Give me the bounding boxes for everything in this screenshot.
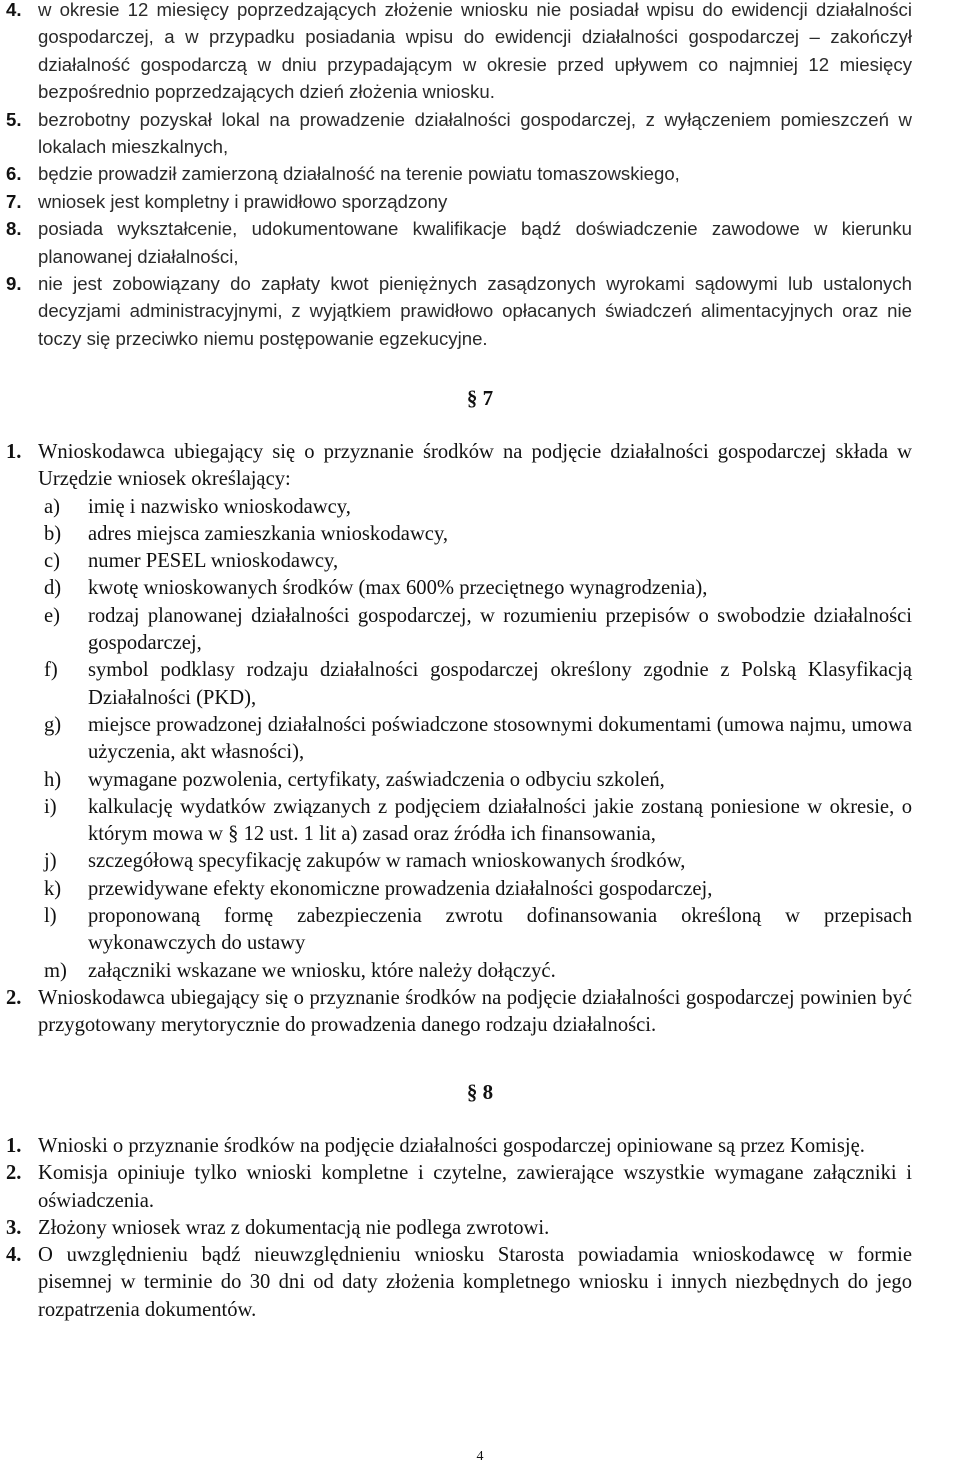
sub-item: [44, 958, 912, 985]
sub-item-letter: k): [44, 877, 62, 900]
item-number: 4.: [6, 0, 22, 20]
section-heading-7: § 7: [466, 386, 494, 410]
sub-item-text: adres miejsca zamieszkania wnioskodawcy,: [88, 522, 449, 545]
sub-item-letter: l): [44, 905, 57, 928]
item-number: 1.: [6, 1135, 22, 1157]
sub-item: [44, 876, 912, 903]
list-item: [6, 0, 912, 106]
sub-item: [44, 712, 912, 767]
item-number: 3.: [6, 1216, 22, 1239]
sub-item: [44, 767, 912, 794]
item-text: Złożony wniosek wraz z dokumentacją nie podlega zwrotowi.: [38, 1216, 550, 1239]
sub-item-text: rodzaj planowanej działalności gospodarczej, w rozumieniu przepisów o swobodzie działalności gospodarczej,: [88, 604, 912, 655]
list-item: [6, 270, 912, 352]
sub-item-text: załączniki wskazane we wniosku, które należy dołączyć.: [88, 959, 556, 982]
sub-item-letter: b): [44, 522, 62, 545]
sub-item: [44, 848, 912, 875]
item-number: 5.: [6, 108, 22, 130]
item-text: Wnioskodawca ubiegający się o przyznanie środków na podjęcie działalności gospodarczej powinien być przygotowany merytorycznie do prowadzenia danego rodzaju działalności.: [38, 986, 912, 1037]
sub-item: [44, 548, 912, 575]
sub-item-letter: i): [44, 795, 57, 818]
sub-item: [44, 521, 912, 548]
item-text: w okresie 12 miesięcy poprzedzających złożenie wniosku nie posiadał wpisu do ewidencji działalności gospodarczej, a w przypadku posiadania wpisu do ewidencji działalności gospodarczej – zakończył działalność gospodarczą w dniu przypadającym w okresie przed upływem co najmniej 12 miesięcy bezpośrednio poprzedzających dzień złożenia wniosku.: [38, 0, 912, 103]
sub-item-letter: d): [44, 577, 62, 600]
sub-item: [44, 575, 912, 602]
section-8-body: [6, 1133, 912, 1324]
item-text: Wnioski o przyznanie środków na podjęcie działalności gospodarczej opiniowane są przez Komisję.: [38, 1135, 865, 1157]
item-number: 2.: [6, 986, 22, 1009]
item-number: 9.: [6, 273, 22, 295]
list-item: [6, 1133, 912, 1160]
conditions-list: [6, 0, 912, 352]
sub-item: [44, 903, 912, 958]
sub-item-letter: e): [44, 604, 60, 627]
list-item: [6, 1242, 912, 1324]
sub-item-text: wymagane pozwolenia, certyfikaty, zaświadczenia o odbyciu szkoleń,: [88, 768, 665, 791]
sub-item: [44, 603, 912, 658]
sub-item-text: kalkulację wydatków związanych z podjęciem działalności jakie zostaną poniesione w okresie, o którym mowa w § 12 ust. 1 lit a) zasad oraz źródła ich finansowania,: [88, 795, 912, 846]
item-text: posiada wykształcenie, udokumentowane kwalifikacje bądź doświadczenie zawodowe w kierunku planowanej działalności,: [38, 218, 912, 267]
list-item: [6, 215, 912, 270]
sub-item-letter: c): [44, 550, 60, 573]
sub-item-letter: f): [44, 659, 58, 682]
item-text: wniosek jest kompletny i prawidłowo sporządzony: [38, 190, 448, 212]
item-text: Komisja opiniuje tylko wnioski kompletne i czytelne, zawierające wszystkie wymagane załączniki i oświadczenia.: [38, 1162, 912, 1212]
list-item: [6, 188, 912, 215]
list-item: [6, 1160, 912, 1215]
item-number: 2.: [6, 1162, 22, 1185]
item-number: 4.: [6, 1244, 22, 1267]
item-number: 1.: [6, 441, 22, 463]
item-text: bezrobotny pozyskał lokal na prowadzenie działalności gospodarczej, z wyłączeniem pomieszczeń w lokalach mieszkalnych,: [38, 108, 912, 158]
sub-item: [44, 657, 912, 712]
sub-item-letter: j): [44, 850, 57, 873]
sub-item-text: szczegółową specyfikację zakupów w ramach wnioskowanych środków,: [88, 850, 686, 873]
sub-item-text: kwotę wnioskowanych środków (max 600% przeciętnego wynagrodzenia),: [88, 577, 708, 600]
item-text: będzie prowadził zamierzoną działalność na terenie powiatu tomaszowskiego,: [38, 163, 680, 185]
item-number: 8.: [6, 218, 22, 240]
sub-item-letter: h): [44, 768, 62, 791]
sub-item-text: symbol podklasy rodzaju działalności gospodarczej określony zgodnie z Polską Klasyfikacją Działalności (PKD),: [88, 659, 912, 709]
list-item: [6, 106, 912, 161]
sub-item-letter: g): [44, 713, 62, 736]
list-item: [6, 985, 912, 1040]
item-text: nie jest zobowiązany do zapłaty kwot pieniężnych zasądzonych wyrokami sądowymi lub ustalonych decyzjami administracyjnymi, z wyjątkiem prawidłowo opłacanych świadczeń alimentacyjnych oraz nie toczy się przeciwko niemu postępowanie egzekucyjne.: [38, 273, 912, 349]
sub-item: [44, 494, 912, 521]
item-text: Wnioskodawca ubiegający się o przyznanie środków na podjęcie działalności gospodarczej składa w Urzędzie wniosek określający:: [38, 441, 912, 491]
list-item: [6, 1215, 912, 1242]
sub-item-letter: m): [44, 959, 67, 982]
sub-item-text: miejsce prowadzonej działalności poświadczone stosownymi dokumentami (umowa najmu, umowa użyczenia, akt własności),: [88, 713, 912, 764]
list-item: [6, 439, 912, 494]
page-number: 4: [476, 1449, 484, 1464]
sub-item-text: imię i nazwisko wnioskodawcy,: [88, 495, 351, 518]
sub-item: [44, 794, 912, 849]
section-heading-8: § 8: [466, 1080, 494, 1104]
list-item: [6, 160, 912, 187]
sub-item-text: numer PESEL wnioskodawcy,: [88, 550, 339, 573]
sub-item-letter: a): [44, 495, 60, 518]
item-number: 6.: [6, 163, 22, 185]
sub-item-text: proponowaną formę zabezpieczenia zwrotu dofinansowania określoną w przepisach wykonawczych do ustawy: [88, 905, 912, 955]
item-text: O uwzględnieniu bądź nieuwzględnieniu wniosku Starosta powiadamia wnioskodawcę w formie pisemnej w terminie do 30 dni od daty złożenia kompletnego wniosku i innych niezbędnych do jego rozpatrzenia dokumentów.: [38, 1244, 912, 1321]
sub-item-text: przewidywane efekty ekonomiczne prowadzenia działalności gospodarczej,: [88, 877, 713, 900]
section-7-body: [6, 439, 912, 1040]
item-number: 7.: [6, 190, 22, 212]
